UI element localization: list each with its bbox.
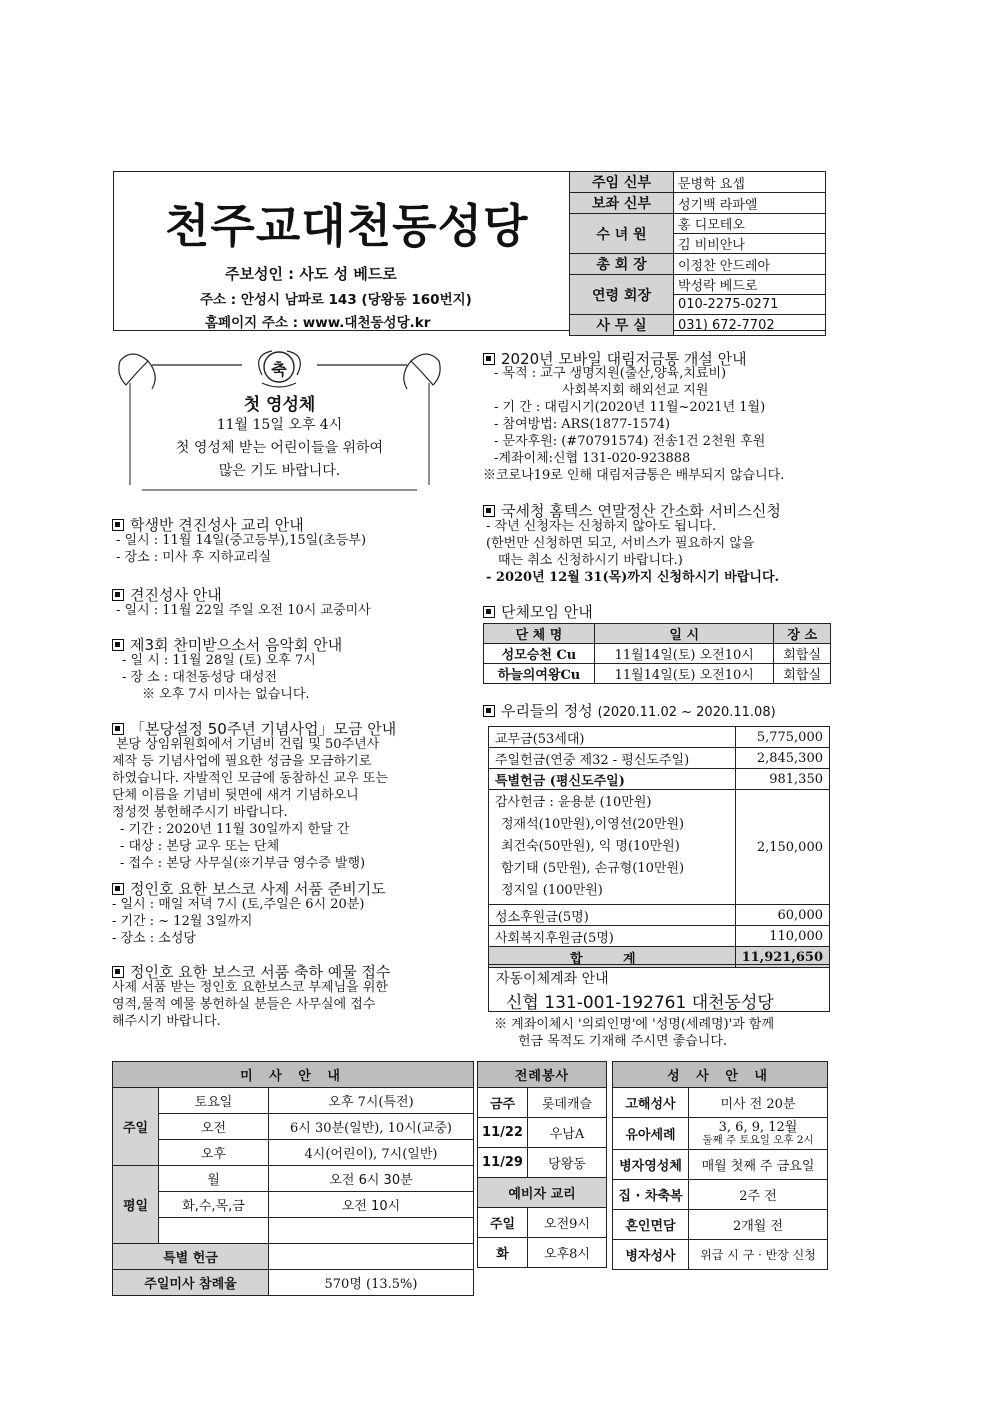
section-heading: 국세청 홈텍스 연말정산 간소화 서비스신청: [483, 500, 781, 521]
staff-value: 김 비비안나: [674, 234, 826, 254]
section-line: (한번만 신청하면 되고, 서비스가 필요하지 않을: [486, 536, 755, 551]
catechism-header: 예비자 교리: [478, 1178, 607, 1208]
homepage: 홈페이지 주소 : www.대천동성당.kr: [205, 315, 431, 331]
altar-service-table: 전례봉사 금주 롯데캐슬 11/22 우남A 11/29 당왕동 예비자 교리 주일 오전9시 화 오후8시: [477, 1061, 607, 1268]
section-line: 단체 이름을 기념비 뒷면에 새겨 기념하오니: [112, 788, 359, 803]
transfer-note: 헌금 목적도 기재해 주시면 좋습니다.: [518, 1034, 728, 1049]
section-line: 사회복지회 해외선교 지원: [562, 383, 709, 398]
sacraments-table: 성 사 안 내 고해성사 미사 전 20분 유아세례 3, 6, 9, 12월 둘째 주 토요일 오후 2시 병자영성체 매월 첫째 주 금요일 집 · 차축복 2주 전 혼인면담 2개월 전 병자성사 위급 시 구 · 반장 신청: [612, 1061, 828, 1270]
parish-title: 천주교대천동성당: [165, 199, 529, 253]
staff-value: 문병학 요셉: [674, 172, 826, 193]
transfer-note: ※ 계좌이체시 '의뢰인명'에 '성명(세례명)'과 함께: [494, 1017, 775, 1032]
section-line: ※ 오후 7시 미사는 없습니다.: [142, 687, 310, 702]
section-line: - 일 시 : 11월 28일 (토) 오후 7시: [122, 653, 316, 668]
bullet-square-icon: [483, 505, 495, 517]
section-line: - 기간 : ~ 12월 3일까지: [112, 914, 253, 929]
bullet-square-icon: [112, 966, 124, 978]
section-line: - 기간 : 2020년 11월 30일까지 한달 간: [120, 822, 350, 837]
table-row: 교무금(53세대) 5,775,000: [489, 727, 830, 748]
staff-value: 031) 672-7702: [674, 315, 826, 336]
section-line: - 일시 : 매일 저녁 7시 (토,주일은 6시 20분): [112, 897, 365, 912]
auto-transfer-label: 자동이체계좌 안내: [496, 971, 609, 987]
section-heading: 정인호 요한 보스코 사제 서품 준비기도: [112, 878, 386, 899]
offerings-table: [488, 726, 830, 968]
staff-label: 사 무 실: [570, 315, 674, 336]
staff-value: 박성락 베드로: [674, 275, 826, 295]
section-heading: 2020년 모바일 대림저금통 개설 안내: [483, 348, 747, 369]
communion-time: 11월 15일 오후 4시: [216, 417, 343, 433]
address: 주소 : 안성시 남파로 143 (당왕동 160번지): [200, 292, 472, 308]
group-header: 일 시: [594, 624, 774, 644]
table-row: 성모승천 Cu 11월14일(토) 오전10시 회합실: [484, 644, 831, 664]
staff-label: 총 회 장: [570, 254, 674, 275]
section-line: ※코로나19로 인해 대림저금통은 배부되지 않습니다.: [483, 468, 785, 483]
section-line: - 장소 : 소성당: [112, 931, 196, 946]
staff-label: 연령 회장: [570, 275, 674, 315]
bullet-square-icon: [483, 705, 495, 717]
staff-value: 010-2275-0271: [674, 295, 826, 315]
table-row: 감사헌금 : 윤용분 (10만원) 정재석(10만원),이영선(20만원) 최건숙(50만원), 익 명(10만원) 함기태 (5만원), 손규형(10만원) 정지일 (100만원) 2,150,000: [489, 790, 830, 905]
section-line: - 목적 : 교구 생명지원(출산,양육,치료비): [494, 366, 727, 381]
section-line: - 대상 : 본당 교우 또는 단체: [120, 839, 280, 854]
section-line: - 장소 : 미사 후 지하교리실: [116, 550, 272, 565]
table-row: 사회복지후원금(5명) 110,000: [489, 926, 830, 947]
section-line: 해주시기 바랍니다.: [112, 1014, 221, 1029]
section-heading: 정인호 요한 보스코 서품 축하 예물 접수: [112, 961, 390, 982]
section-line: - 2020년 12월 31(목)까지 신청하시기 바랍니다.: [486, 570, 780, 585]
patron-saint: 주보성인 : 사도 성 베드로: [225, 265, 397, 283]
section-line: - 참여방법: ARS(1877-1574): [494, 417, 671, 432]
thanks-offering-list: 감사헌금 : 윤용분 (10만원) 정재석(10만원),이영선(20만원) 최건숙(50만원), 익 명(10만원) 함기태 (5만원), 손규형(10만원) 정지일 (100만원): [489, 790, 736, 905]
section-line: - 일시 : 11월 14일(중고등부),15일(초등부): [116, 533, 367, 548]
staff-label: 보좌 신부: [570, 193, 674, 214]
section-heading: 견진성사 안내: [112, 584, 222, 605]
weekday-label: 평일: [113, 1166, 159, 1244]
bullet-square-icon: [112, 639, 124, 651]
altar-header: 전례봉사: [478, 1062, 607, 1088]
section-line: 제작 등 기념사업에 필요한 성금을 모금하기로: [112, 754, 372, 769]
sunday-label: 주일: [113, 1088, 159, 1166]
bullet-square-icon: [112, 519, 124, 531]
communion-title: 첫 영성체: [243, 395, 316, 415]
celebration-badge: 축: [271, 360, 287, 379]
mass-header: 미 사 안 내: [113, 1062, 474, 1088]
section-heading: 단체모임 안내: [483, 601, 593, 622]
staff-label: 수 녀 원: [570, 214, 674, 254]
communion-text: 첫 영성체 받는 어린이들을 위하여: [175, 440, 384, 456]
mass-schedule-table: 미 사 안 내 주일 토요일 오후 7시(특전) 오전 6시 30분(일반), 10시(교중) 오후 4시(어린이), 7시(일반) 평일 월 오전 6시 30분 화,수,목,금 오전 10시 특별 헌금 주일미사 참례율 570명 (13.5%): [112, 1061, 474, 1296]
table-row: 주일헌금(연중 제32 - 평신도주일) 2,845,300: [489, 748, 830, 769]
table-row: 특별헌금 (평신도주일) 981,350: [489, 769, 830, 790]
sacraments-header: 성 사 안 내: [613, 1062, 828, 1088]
section-line: 때는 취소 신청하시기 바랍니다.): [498, 553, 683, 568]
bullet-square-icon: [112, 723, 124, 735]
section-line: - 접수 : 본당 사무실(※기부금 영수증 발행): [120, 856, 366, 871]
section-line: - 장 소 : 대천동성당 대성전: [122, 670, 278, 685]
section-heading: 「본당설정 50주년 기념사업」모금 안내: [112, 718, 396, 739]
section-line: - 작년 신청자는 신청하지 않아도 됩니다.: [486, 519, 717, 534]
bullet-square-icon: [112, 883, 124, 895]
section-line: - 문자후원: (#70791574) 전송1건 2천원 후원: [494, 434, 766, 449]
section-line: - 기 간 : 대림시기(2020년 11월~2021년 1월): [494, 400, 766, 415]
total-row: 합 계 11,921,650: [489, 947, 830, 968]
bullet-square-icon: [483, 353, 495, 365]
attendance-value: 570명 (13.5%): [269, 1270, 474, 1296]
section-heading: 제3회 찬미받으소서 음악회 안내: [112, 634, 342, 655]
special-offering-label: 특별 헌금: [113, 1244, 269, 1270]
section-line: 정성껏 봉헌해주시기 바랍니다.: [112, 805, 288, 820]
bullet-square-icon: [483, 606, 495, 618]
group-header: 장 소: [774, 624, 831, 644]
table-row: 하늘의여왕Cu 11월14일(토) 오전10시 회합실: [484, 664, 831, 684]
section-line: 사제 서품 받는 정인호 요한보스코 부제님을 위한: [112, 980, 388, 995]
staff-table: [569, 171, 826, 336]
section-line: -계좌이체:신협 131-020-923888: [494, 451, 691, 466]
auto-transfer-account: 신협 131-001-192761 대천동성당: [506, 993, 774, 1013]
group-meetings-table: [483, 623, 831, 684]
offerings-heading: 우리들의 정성 (2020.11.02 ~ 2020.11.08): [483, 700, 776, 721]
staff-value: 이정찬 안드레아: [674, 254, 826, 275]
attendance-label: 주일미사 참례율: [113, 1270, 269, 1296]
table-row: 성소후원금(5명) 60,000: [489, 905, 830, 926]
section-line: 본당 상임위원회에서 기념비 건립 및 50주년사: [116, 737, 380, 752]
section-heading: 학생반 견진성사 교리 안내: [112, 514, 304, 535]
communion-text: 많은 기도 바랍니다.: [218, 463, 341, 479]
section-line: 하였습니다. 자발적인 모금에 동참하신 교우 또는: [112, 771, 388, 786]
group-header: 단 체 명: [484, 624, 595, 644]
section-line: - 일시 : 11월 22일 주일 오전 10시 교중미사: [116, 603, 371, 618]
bullet-square-icon: [112, 589, 124, 601]
staff-value: 홍 디모테오: [674, 214, 826, 234]
section-line: 영적,물적 예물 봉헌하실 분들은 사무실에 접수: [112, 997, 376, 1012]
staff-label: 주임 신부: [570, 172, 674, 193]
staff-value: 성기백 라파엘: [674, 193, 826, 214]
